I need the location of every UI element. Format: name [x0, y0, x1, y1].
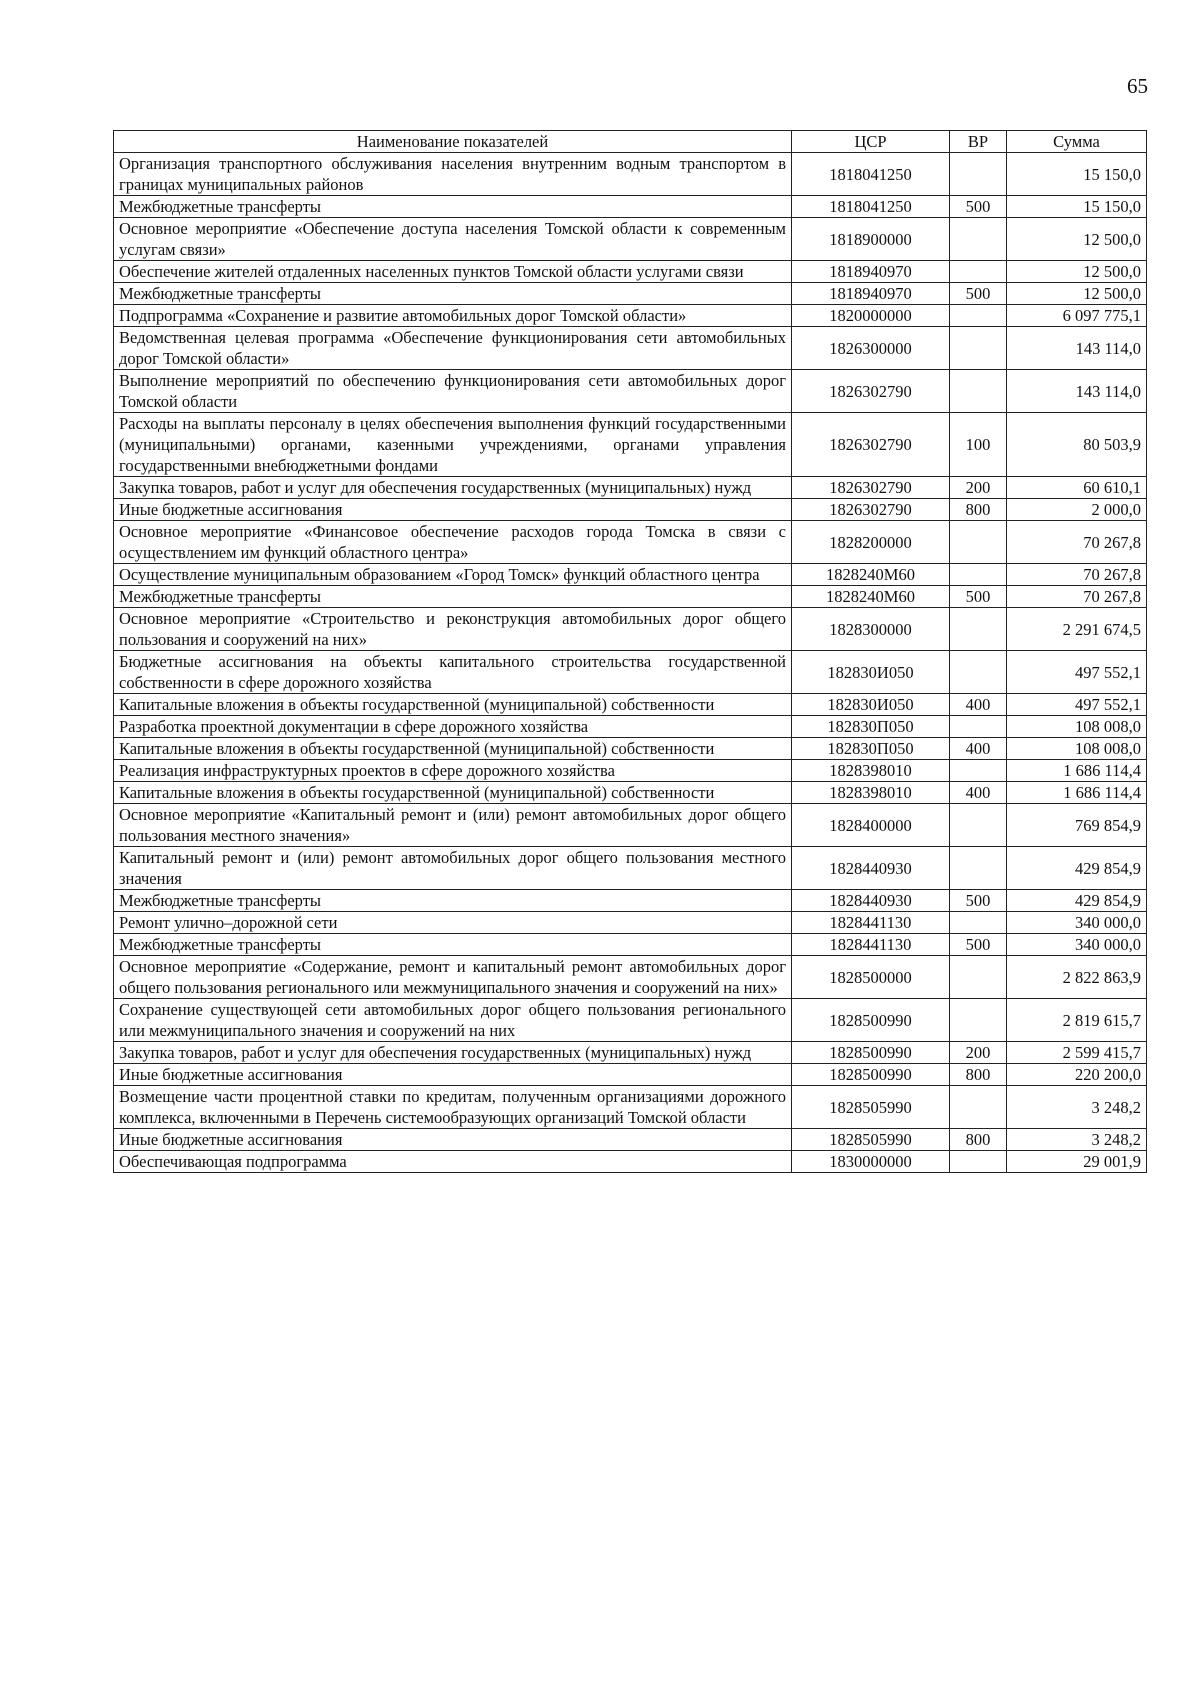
row-vr	[950, 261, 1007, 283]
table-row	[114, 305, 1147, 327]
row-sum: 3 248,2	[1007, 1086, 1147, 1129]
row-vr: 400	[950, 782, 1007, 804]
row-sum: 220 200,0	[1007, 1064, 1147, 1086]
row-vr: 200	[950, 477, 1007, 499]
row-name: Основное мероприятие «Строительство и реконструкция автомобильных дорог общего пользования и сооружений на них»	[114, 608, 792, 651]
row-sum: 2 822 863,9	[1007, 956, 1147, 999]
table-row	[114, 1086, 1147, 1129]
row-csr: 182830П050	[792, 738, 950, 760]
row-sum: 2 599 415,7	[1007, 1042, 1147, 1064]
row-csr: 1818940970	[792, 261, 950, 283]
row-csr: 1828240М60	[792, 564, 950, 586]
row-name: Расходы на выплаты персоналу в целях обеспечения выполнения функций государственными (муниципальными) органами, казенными учреждениями, органами управления государственными внебюджетными фондами	[114, 413, 792, 477]
row-vr	[950, 1086, 1007, 1129]
table-row	[114, 651, 1147, 694]
row-vr: 100	[950, 413, 1007, 477]
row-vr: 800	[950, 499, 1007, 521]
row-name: Иные бюджетные ассигнования	[114, 1129, 792, 1151]
row-csr: 1828505990	[792, 1086, 950, 1129]
row-vr: 400	[950, 694, 1007, 716]
row-vr: 800	[950, 1064, 1007, 1086]
row-csr: 1828398010	[792, 760, 950, 782]
row-name: Сохранение существующей сети автомобильных дорог общего пользования регионального или межмуниципального значения и сооружений на них	[114, 999, 792, 1042]
row-csr: 1828505990	[792, 1129, 950, 1151]
row-vr: 200	[950, 1042, 1007, 1064]
table-row	[114, 196, 1147, 218]
row-sum: 29 001,9	[1007, 1151, 1147, 1173]
row-csr: 182830И050	[792, 651, 950, 694]
row-csr: 1828500990	[792, 1064, 950, 1086]
row-csr: 1828441130	[792, 934, 950, 956]
row-csr: 1826302790	[792, 477, 950, 499]
header-sum: Сумма	[1007, 131, 1147, 153]
row-vr	[950, 327, 1007, 370]
row-sum: 2 819 615,7	[1007, 999, 1147, 1042]
row-vr	[950, 305, 1007, 327]
table-row	[114, 1064, 1147, 1086]
table-body	[114, 153, 1147, 1173]
row-name: Обеспечение жителей отдаленных населенных пунктов Томской области услугами связи	[114, 261, 792, 283]
table-row	[114, 564, 1147, 586]
row-csr: 1828300000	[792, 608, 950, 651]
budget-table	[113, 130, 1147, 1173]
row-name: Ремонт улично–дорожной сети	[114, 912, 792, 934]
row-sum: 70 267,8	[1007, 521, 1147, 564]
row-vr: 500	[950, 890, 1007, 912]
row-csr: 1828398010	[792, 782, 950, 804]
row-csr: 1818041250	[792, 153, 950, 196]
row-sum: 3 248,2	[1007, 1129, 1147, 1151]
row-csr: 182830И050	[792, 694, 950, 716]
row-sum: 429 854,9	[1007, 847, 1147, 890]
table-row	[114, 477, 1147, 499]
row-vr	[950, 564, 1007, 586]
row-vr: 500	[950, 586, 1007, 608]
table-row	[114, 847, 1147, 890]
row-sum: 1 686 114,4	[1007, 782, 1147, 804]
header-csr: ЦСР	[792, 131, 950, 153]
row-sum: 769 854,9	[1007, 804, 1147, 847]
row-sum: 2 000,0	[1007, 499, 1147, 521]
row-name: Закупка товаров, работ и услуг для обеспечения государственных (муниципальных) нужд	[114, 477, 792, 499]
table-row	[114, 499, 1147, 521]
row-csr: 1828240М60	[792, 586, 950, 608]
row-name: Капитальные вложения в объекты государственной (муниципальной) собственности	[114, 782, 792, 804]
row-name: Осуществление муниципальным образованием «Город Томск» функций областного центра	[114, 564, 792, 586]
row-vr	[950, 956, 1007, 999]
table-row	[114, 956, 1147, 999]
row-name: Межбюджетные трансферты	[114, 890, 792, 912]
row-sum: 2 291 674,5	[1007, 608, 1147, 651]
row-csr: 1830000000	[792, 1151, 950, 1173]
row-vr	[950, 760, 1007, 782]
table-row	[114, 218, 1147, 261]
row-sum: 15 150,0	[1007, 196, 1147, 218]
row-name: Капитальные вложения в объекты государственной (муниципальной) собственности	[114, 694, 792, 716]
row-name: Иные бюджетные ассигнования	[114, 1064, 792, 1086]
row-name: Подпрограмма «Сохранение и развитие автомобильных дорог Томской области»	[114, 305, 792, 327]
row-name: Межбюджетные трансферты	[114, 283, 792, 305]
row-name: Выполнение мероприятий по обеспечению функционирования сети автомобильных дорог Томской области	[114, 370, 792, 413]
row-csr: 1828440930	[792, 890, 950, 912]
row-csr: 1828441130	[792, 912, 950, 934]
table-row	[114, 370, 1147, 413]
row-csr: 1828500990	[792, 1042, 950, 1064]
row-sum: 340 000,0	[1007, 934, 1147, 956]
row-sum: 15 150,0	[1007, 153, 1147, 196]
page-number: 65	[1127, 74, 1148, 98]
row-vr	[950, 716, 1007, 738]
table-row	[114, 694, 1147, 716]
table-row	[114, 716, 1147, 738]
table-row	[114, 890, 1147, 912]
row-sum: 497 552,1	[1007, 651, 1147, 694]
row-sum: 143 114,0	[1007, 327, 1147, 370]
table-row	[114, 1151, 1147, 1173]
table-row	[114, 153, 1147, 196]
row-vr	[950, 912, 1007, 934]
row-name: Основное мероприятие «Обеспечение доступа населения Томской области к современным услугам связи»	[114, 218, 792, 261]
row-csr: 1828200000	[792, 521, 950, 564]
header-name: Наименование показателей	[114, 131, 792, 153]
row-vr	[950, 847, 1007, 890]
table-row	[114, 1042, 1147, 1064]
row-vr: 800	[950, 1129, 1007, 1151]
row-name: Капитальные вложения в объекты государственной (муниципальной) собственности	[114, 738, 792, 760]
row-sum: 80 503,9	[1007, 413, 1147, 477]
header-vr: ВР	[950, 131, 1007, 153]
row-name: Межбюджетные трансферты	[114, 586, 792, 608]
row-csr: 1818940970	[792, 283, 950, 305]
row-csr: 1828500990	[792, 999, 950, 1042]
row-name: Обеспечивающая подпрограмма	[114, 1151, 792, 1173]
row-vr	[950, 218, 1007, 261]
table-row	[114, 521, 1147, 564]
row-sum: 429 854,9	[1007, 890, 1147, 912]
table-row	[114, 327, 1147, 370]
row-sum: 143 114,0	[1007, 370, 1147, 413]
table-row	[114, 283, 1147, 305]
table-header-row	[114, 131, 1147, 153]
row-csr: 1826300000	[792, 327, 950, 370]
row-name: Межбюджетные трансферты	[114, 934, 792, 956]
row-name: Капитальный ремонт и (или) ремонт автомобильных дорог общего пользования местного значения	[114, 847, 792, 890]
row-csr: 182830П050	[792, 716, 950, 738]
row-sum: 12 500,0	[1007, 283, 1147, 305]
row-sum: 340 000,0	[1007, 912, 1147, 934]
row-csr: 1826302790	[792, 370, 950, 413]
row-vr	[950, 999, 1007, 1042]
row-sum: 12 500,0	[1007, 218, 1147, 261]
row-sum: 70 267,8	[1007, 586, 1147, 608]
row-name: Реализация инфраструктурных проектов в сфере дорожного хозяйства	[114, 760, 792, 782]
table-row	[114, 782, 1147, 804]
row-sum: 70 267,8	[1007, 564, 1147, 586]
row-sum: 108 008,0	[1007, 716, 1147, 738]
table-row	[114, 608, 1147, 651]
row-name: Разработка проектной документации в сфере дорожного хозяйства	[114, 716, 792, 738]
row-vr	[950, 521, 1007, 564]
row-csr: 1818041250	[792, 196, 950, 218]
row-name: Организация транспортного обслуживания населения внутренним водным транспортом в границах муниципальных районов	[114, 153, 792, 196]
row-name: Иные бюджетные ассигнования	[114, 499, 792, 521]
row-name: Возмещение части процентной ставки по кредитам, полученным организациями дорожного комплекса, включенными в Перечень системообразующих организаций Томской области	[114, 1086, 792, 1129]
row-sum: 6 097 775,1	[1007, 305, 1147, 327]
row-csr: 1828500000	[792, 956, 950, 999]
row-vr	[950, 370, 1007, 413]
row-name: Межбюджетные трансферты	[114, 196, 792, 218]
table-row	[114, 760, 1147, 782]
row-csr: 1818900000	[792, 218, 950, 261]
row-name: Основное мероприятие «Финансовое обеспечение расходов города Томска в связи с осуществлением им функций областного центра»	[114, 521, 792, 564]
table-row	[114, 261, 1147, 283]
row-csr: 1826302790	[792, 413, 950, 477]
row-name: Бюджетные ассигнования на объекты капитального строительства государственной собственности в сфере дорожного хозяйства	[114, 651, 792, 694]
row-vr: 500	[950, 283, 1007, 305]
row-csr: 1826302790	[792, 499, 950, 521]
row-name: Закупка товаров, работ и услуг для обеспечения государственных (муниципальных) нужд	[114, 1042, 792, 1064]
row-sum: 108 008,0	[1007, 738, 1147, 760]
row-vr: 500	[950, 196, 1007, 218]
row-sum: 497 552,1	[1007, 694, 1147, 716]
row-vr	[950, 651, 1007, 694]
table-row	[114, 413, 1147, 477]
row-name: Ведомственная целевая программа «Обеспечение функционирования сети автомобильных дорог Томской области»	[114, 327, 792, 370]
row-sum: 1 686 114,4	[1007, 760, 1147, 782]
row-csr: 1828440930	[792, 847, 950, 890]
row-name: Основное мероприятие «Капитальный ремонт и (или) ремонт автомобильных дорог общего пользования местного значения»	[114, 804, 792, 847]
row-vr	[950, 153, 1007, 196]
row-vr: 400	[950, 738, 1007, 760]
table-row	[114, 738, 1147, 760]
row-vr	[950, 608, 1007, 651]
table-row	[114, 999, 1147, 1042]
row-vr	[950, 804, 1007, 847]
row-vr: 500	[950, 934, 1007, 956]
row-name: Основное мероприятие «Содержание, ремонт и капитальный ремонт автомобильных дорог общего пользования регионального или межмуниципального значения и сооружений на них»	[114, 956, 792, 999]
table-row	[114, 586, 1147, 608]
row-sum: 12 500,0	[1007, 261, 1147, 283]
table-row	[114, 1129, 1147, 1151]
table-row	[114, 934, 1147, 956]
row-csr: 1820000000	[792, 305, 950, 327]
row-sum: 60 610,1	[1007, 477, 1147, 499]
row-csr: 1828400000	[792, 804, 950, 847]
table-row	[114, 804, 1147, 847]
table-row	[114, 912, 1147, 934]
row-vr	[950, 1151, 1007, 1173]
